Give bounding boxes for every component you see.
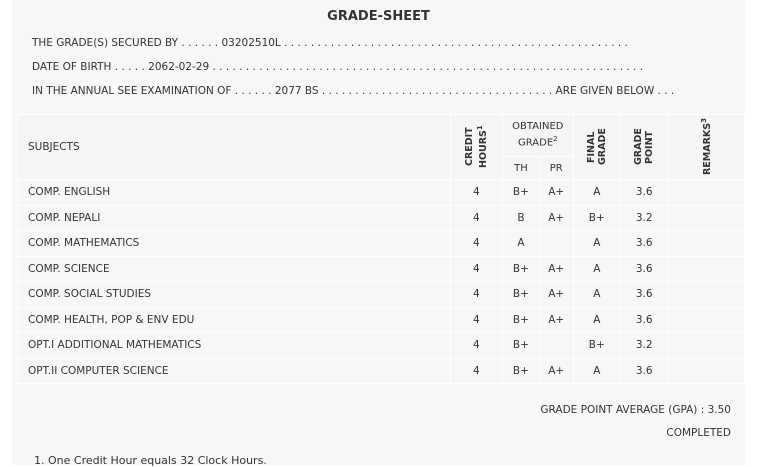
- credit-cell: 4: [450, 307, 502, 333]
- subject-cell: COMP. SCIENCE: [18, 256, 451, 282]
- pr-grade-cell: A+: [539, 256, 573, 282]
- final-grade-cell: A: [573, 256, 620, 282]
- pr-grade-cell: A+: [539, 205, 573, 231]
- pr-grade-cell: A+: [539, 180, 573, 206]
- status-text: COMPLETED: [666, 427, 731, 439]
- remarks-cell: [668, 205, 745, 231]
- final-grade-header: FINAL GRADE: [573, 115, 620, 180]
- th-grade-cell: B+: [503, 307, 540, 333]
- remarks-cell: [668, 180, 745, 206]
- grades-table: [17, 114, 745, 384]
- th-grade-cell: B+: [503, 358, 540, 384]
- obtained-grade-header: OBTAINED GRADE$^2$: [503, 115, 574, 157]
- subjects-header: SUBJECTS: [18, 115, 451, 180]
- th-grade-cell: B+: [503, 282, 540, 308]
- date-of-birth-line: DATE OF BIRTH . . . . . 2062-02-29 . . . . . . . . . . . . . . . . . . . . . . . . . . . . . . . . . . . . . . . . . . . . . . . . . . . . . . . . . . . . . . . . .: [32, 61, 644, 73]
- th-grade-cell: A: [503, 231, 540, 257]
- subject-cell: COMP. HEALTH, POP & ENV EDU: [18, 307, 451, 333]
- pr-header: PR: [539, 157, 573, 180]
- remarks-cell: [668, 358, 745, 384]
- th-grade-cell: B+: [503, 333, 540, 359]
- th-grade-cell: B+: [503, 256, 540, 282]
- credit-cell: 4: [450, 180, 502, 206]
- subject-cell: COMP. ENGLISH: [18, 180, 451, 206]
- remarks-cell: [668, 231, 745, 257]
- table-row: [18, 180, 745, 206]
- table-header-row: [18, 115, 745, 157]
- th-header: TH: [503, 157, 540, 180]
- table-row: [18, 307, 745, 333]
- subject-cell: OPT.II COMPUTER SCIENCE: [18, 358, 451, 384]
- grade-point-header: GRADE POINT: [621, 115, 668, 180]
- subject-cell: OPT.I ADDITIONAL MATHEMATICS: [18, 333, 451, 359]
- grade-point-cell: 3.6: [621, 231, 668, 257]
- page-title: GRADE-SHEET: [327, 9, 430, 24]
- credit-cell: 4: [450, 358, 502, 384]
- pr-grade-cell: A+: [539, 282, 573, 308]
- credit-cell: 4: [450, 282, 502, 308]
- pr-grade-cell: A+: [539, 307, 573, 333]
- grade-sheet: [12, 0, 745, 465]
- final-grade-cell: B+: [573, 333, 620, 359]
- credit-cell: 4: [450, 231, 502, 257]
- table-row: [18, 256, 745, 282]
- remarks-cell: [668, 282, 745, 308]
- final-grade-cell: A: [573, 282, 620, 308]
- grade-point-cell: 3.2: [621, 205, 668, 231]
- footnote: 1. One Credit Hour equals 32 Clock Hours.: [34, 454, 267, 467]
- examination-line: IN THE ANNUAL SEE EXAMINATION OF . . . . . . 2077 BS . . . . . . . . . . . . . . . . . . . . . . . . . . . . . . . . . . . ARE GIVEN BELOW . . .: [32, 85, 675, 97]
- final-grade-cell: A: [573, 358, 620, 384]
- grade-point-cell: 3.6: [621, 307, 668, 333]
- credit-hours-header: CREDIT HOURS$^1$: [450, 115, 502, 180]
- final-grade-cell: A: [573, 180, 620, 206]
- final-grade-cell: A: [573, 231, 620, 257]
- remarks-cell: [668, 256, 745, 282]
- table-row: [18, 231, 745, 257]
- table-row: [18, 358, 745, 384]
- table-row: [18, 333, 745, 359]
- grade-point-cell: 3.6: [621, 358, 668, 384]
- subject-cell: COMP. MATHEMATICS: [18, 231, 451, 257]
- final-grade-cell: B+: [573, 205, 620, 231]
- subject-cell: COMP. SOCIAL STUDIES: [18, 282, 451, 308]
- credit-cell: 4: [450, 256, 502, 282]
- th-grade-cell: B: [503, 205, 540, 231]
- subject-cell: COMP. NEPALI: [18, 205, 451, 231]
- gpa-value: GRADE POINT AVERAGE (GPA) : 3.50: [540, 404, 731, 416]
- th-grade-cell: B+: [503, 180, 540, 206]
- remarks-cell: [668, 333, 745, 359]
- grade-point-cell: 3.6: [621, 282, 668, 308]
- remarks-cell: [668, 307, 745, 333]
- final-grade-cell: A: [573, 307, 620, 333]
- grade-point-cell: 3.2: [621, 333, 668, 359]
- credit-cell: 4: [450, 205, 502, 231]
- remarks-header: REMARKS$^3$: [668, 115, 745, 180]
- pr-grade-cell: [539, 231, 573, 257]
- grade-point-cell: 3.6: [621, 256, 668, 282]
- grade-point-cell: 3.6: [621, 180, 668, 206]
- pr-grade-cell: [539, 333, 573, 359]
- secured-by-line: THE GRADE(S) SECURED BY . . . . . . 03202510L . . . . . . . . . . . . . . . . . . . . . . . . . . . . . . . . . . . . . . . . . . . . . . . . . . . .: [32, 37, 628, 49]
- summary-panel: [17, 384, 745, 448]
- table-row: [18, 205, 745, 231]
- table-row: [18, 282, 745, 308]
- credit-cell: 4: [450, 333, 502, 359]
- pr-grade-cell: A+: [539, 358, 573, 384]
